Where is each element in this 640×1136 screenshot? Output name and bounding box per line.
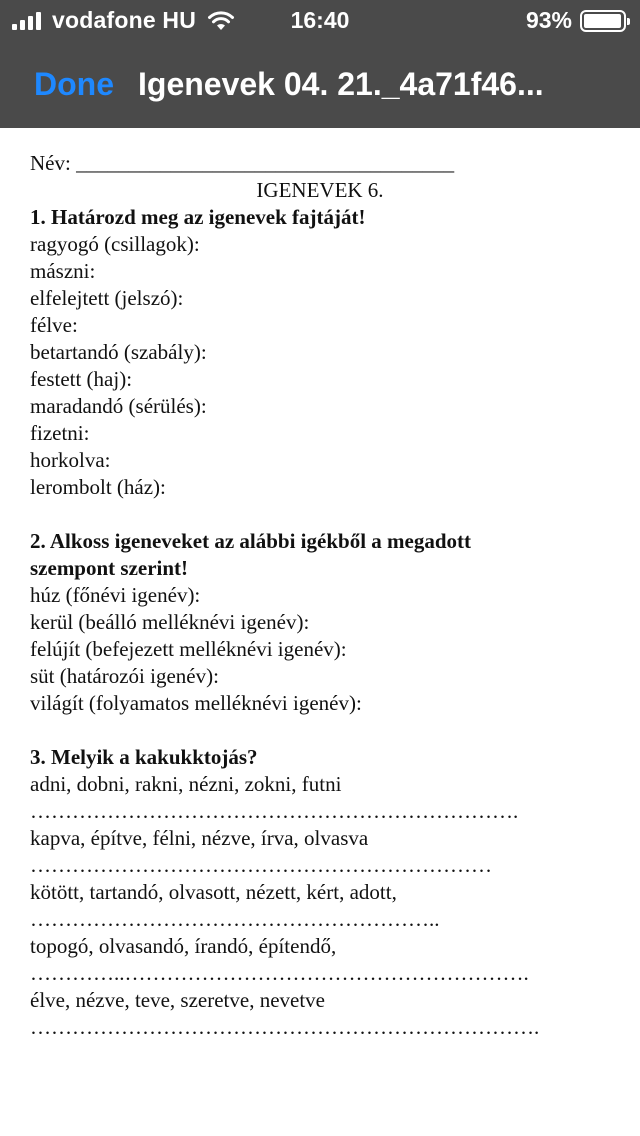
task3-item: élve, nézve, teve, szeretve, nevetve xyxy=(30,988,325,1012)
navigation-bar xyxy=(0,40,640,128)
battery-icon xyxy=(580,10,626,32)
answer-dotted-line: ………………………………………………………… xyxy=(30,853,492,877)
answer-dotted-line: ………………………………………………….. xyxy=(30,907,440,931)
task1-item: betartandó (szabály): xyxy=(30,340,207,364)
task1-item: horkolva: xyxy=(30,448,111,472)
task1-item: mászni: xyxy=(30,259,96,283)
spacer xyxy=(30,717,620,744)
answer-dotted-line: ………………………………………………………………. xyxy=(30,1015,540,1039)
battery-percentage: 93% xyxy=(525,7,572,33)
name-field-line: Név: ____________________________________ xyxy=(30,151,455,175)
task1-item: elfelejtett (jelszó): xyxy=(30,286,184,310)
task2-item: felújít (befejezett melléknévi igenév): xyxy=(30,637,347,661)
task2-item: világít (folyamatos melléknévi igenév): xyxy=(30,691,362,715)
document-title: Igenevek 04. 21._4a71f46... xyxy=(138,66,544,102)
task3-item: kötött, tartandó, olvasott, nézett, kért, adott, xyxy=(30,880,397,904)
done-button[interactable]: Done xyxy=(34,66,114,102)
task3-item: kapva, építve, félni, nézve, írva, olvasva xyxy=(30,826,369,850)
task1-item: maradandó (sérülés): xyxy=(30,394,207,418)
task1-item: festett (haj): xyxy=(30,367,133,391)
task2-item: süt (határozói igenév): xyxy=(30,664,219,688)
task1-item: félve: xyxy=(30,313,78,337)
task2-item: húz (főnévi igenév): xyxy=(30,583,201,607)
task2-title-line2: szempont szerint! xyxy=(30,556,189,580)
task3-item: topogó, olvasandó, írandó, építendő, xyxy=(30,934,337,958)
task1-item: ragyogó (csillagok): xyxy=(30,232,200,256)
carrier-name: vodafone HU xyxy=(52,7,197,33)
document-heading: IGENEVEK 6. xyxy=(256,178,384,202)
task2-title-line1: 2. Alkoss igeneveket az alábbi igékből a megadott xyxy=(30,529,472,553)
document-page xyxy=(30,150,620,1041)
answer-dotted-line: …………..…………………………………………………. xyxy=(30,961,529,985)
clock: 16:40 xyxy=(290,7,350,33)
spacer xyxy=(30,501,620,528)
task3-item: adni, dobni, rakni, nézni, zokni, futni xyxy=(30,772,342,796)
task1-item: lerombolt (ház): xyxy=(30,475,166,499)
task2-item: kerül (beálló melléknévi igenév): xyxy=(30,610,310,634)
answer-dotted-line: ……………………………………………………………. xyxy=(30,799,519,823)
status-right xyxy=(526,7,626,34)
task1-title: 1. Határozd meg az igenevek fajtáját! xyxy=(30,205,366,229)
task1-item: fizetni: xyxy=(30,421,90,445)
status-bar xyxy=(0,0,640,40)
task3-title: 3. Melyik a kakukktojás? xyxy=(30,745,258,769)
